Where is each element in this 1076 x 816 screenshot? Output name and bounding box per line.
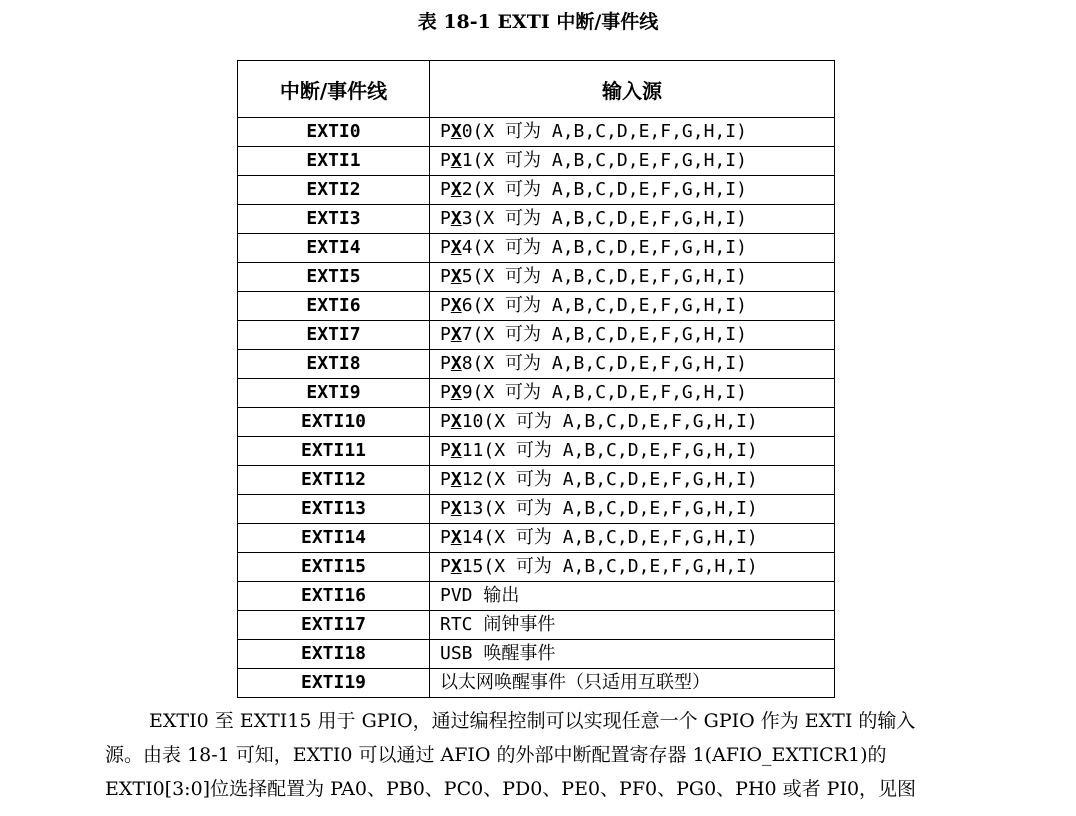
table-row <box>238 118 835 147</box>
port-letter-placeholder: X <box>450 324 462 345</box>
header-line: 中断/事件线 <box>238 61 430 118</box>
table-row <box>238 350 835 379</box>
interrupt-line-cell: EXTI16 <box>238 582 430 611</box>
input-source-cell <box>430 350 835 379</box>
source-prefix: P <box>440 498 451 519</box>
body-paragraph <box>105 704 975 806</box>
table-row <box>238 437 835 466</box>
table-row <box>238 495 835 524</box>
header-source: 输入源 <box>430 61 835 118</box>
source-prefix: P <box>440 382 451 403</box>
source-prefix: 以太网唤醒事件（只适用互联型） <box>440 672 710 693</box>
input-source-cell <box>430 611 835 640</box>
interrupt-line-cell: EXTI13 <box>238 495 430 524</box>
source-suffix: 12(X 可为 A,B,C,D,E,F,G,H,I) <box>461 469 758 490</box>
input-source-cell <box>430 379 835 408</box>
input-source-cell <box>430 495 835 524</box>
source-suffix: 15(X 可为 A,B,C,D,E,F,G,H,I) <box>461 556 758 577</box>
source-prefix: RTC 闹钟事件 <box>440 614 556 635</box>
source-suffix: 4(X 可为 A,B,C,D,E,F,G,H,I) <box>461 237 747 258</box>
input-source-cell <box>430 263 835 292</box>
port-letter-placeholder: X <box>450 411 462 432</box>
paragraph-line: 源。由表 18-1 可知，EXTI0 可以通过 AFIO 的外部中断配置寄存器 1(AFIO_EXTICR1)的 <box>105 744 887 766</box>
input-source-cell <box>430 147 835 176</box>
source-prefix: P <box>440 179 451 200</box>
input-source-cell <box>430 553 835 582</box>
table-caption: 表 18-1 EXTI 中断/事件线 <box>417 11 659 33</box>
port-letter-placeholder: X <box>450 527 462 548</box>
source-suffix: 10(X 可为 A,B,C,D,E,F,G,H,I) <box>461 411 758 432</box>
table-row <box>238 176 835 205</box>
interrupt-line-cell: EXTI12 <box>238 466 430 495</box>
exti-table <box>237 60 835 698</box>
interrupt-line-cell: EXTI18 <box>238 640 430 669</box>
interrupt-line-cell: EXTI2 <box>238 176 430 205</box>
interrupt-line-cell: EXTI0 <box>238 118 430 147</box>
table-row <box>238 379 835 408</box>
input-source-cell <box>430 640 835 669</box>
interrupt-line-cell: EXTI19 <box>238 669 430 698</box>
table-row <box>238 147 835 176</box>
table-row <box>238 669 835 698</box>
table-row <box>238 234 835 263</box>
input-source-cell <box>430 321 835 350</box>
table-row <box>238 205 835 234</box>
source-prefix: P <box>440 469 451 490</box>
input-source-cell <box>430 582 835 611</box>
table-row <box>238 582 835 611</box>
source-prefix: P <box>440 556 451 577</box>
source-suffix: 7(X 可为 A,B,C,D,E,F,G,H,I) <box>461 324 747 345</box>
input-source-cell <box>430 524 835 553</box>
interrupt-line-cell: EXTI5 <box>238 263 430 292</box>
source-prefix: P <box>440 411 451 432</box>
port-letter-placeholder: X <box>450 179 462 200</box>
table-body <box>238 118 835 698</box>
interrupt-line-cell: EXTI14 <box>238 524 430 553</box>
interrupt-line-cell: EXTI6 <box>238 292 430 321</box>
port-letter-placeholder: X <box>450 150 462 171</box>
source-suffix: 3(X 可为 A,B,C,D,E,F,G,H,I) <box>461 208 747 229</box>
table-row <box>238 321 835 350</box>
table-row <box>238 553 835 582</box>
interrupt-line-cell: EXTI8 <box>238 350 430 379</box>
source-prefix: P <box>440 150 451 171</box>
port-letter-placeholder: X <box>450 469 462 490</box>
table-row <box>238 611 835 640</box>
port-letter-placeholder: X <box>450 121 462 142</box>
input-source-cell <box>430 437 835 466</box>
port-letter-placeholder: X <box>450 382 462 403</box>
port-letter-placeholder: X <box>450 295 462 316</box>
interrupt-line-cell: EXTI1 <box>238 147 430 176</box>
source-prefix: P <box>440 121 451 142</box>
paragraph-line: EXTI0[3:0]位选择配置为 PA0、PB0、PC0、PD0、PE0、PF0、PG0、PH0 或者 PI0，见图 <box>105 778 917 800</box>
port-letter-placeholder: X <box>450 498 462 519</box>
table-row <box>238 466 835 495</box>
table-row <box>238 263 835 292</box>
source-prefix: P <box>440 440 451 461</box>
source-suffix: 8(X 可为 A,B,C,D,E,F,G,H,I) <box>461 353 747 374</box>
table-row <box>238 524 835 553</box>
input-source-cell <box>430 205 835 234</box>
source-suffix: 6(X 可为 A,B,C,D,E,F,G,H,I) <box>461 295 747 316</box>
table-header-row <box>238 61 835 118</box>
input-source-cell <box>430 669 835 698</box>
interrupt-line-cell: EXTI9 <box>238 379 430 408</box>
table-row <box>238 408 835 437</box>
port-letter-placeholder: X <box>450 556 462 577</box>
interrupt-line-cell: EXTI4 <box>238 234 430 263</box>
input-source-cell <box>430 292 835 321</box>
input-source-cell <box>430 466 835 495</box>
interrupt-line-cell: EXTI15 <box>238 553 430 582</box>
interrupt-line-cell: EXTI3 <box>238 205 430 234</box>
source-suffix: 1(X 可为 A,B,C,D,E,F,G,H,I) <box>461 150 747 171</box>
source-prefix: P <box>440 237 451 258</box>
source-suffix: 14(X 可为 A,B,C,D,E,F,G,H,I) <box>461 527 758 548</box>
source-suffix: 0(X 可为 A,B,C,D,E,F,G,H,I) <box>461 121 747 142</box>
port-letter-placeholder: X <box>450 208 462 229</box>
interrupt-line-cell: EXTI11 <box>238 437 430 466</box>
port-letter-placeholder: X <box>450 266 462 287</box>
source-prefix: P <box>440 208 451 229</box>
table-row <box>238 292 835 321</box>
source-suffix: 9(X 可为 A,B,C,D,E,F,G,H,I) <box>461 382 747 403</box>
source-prefix: PVD 输出 <box>440 585 520 606</box>
port-letter-placeholder: X <box>450 353 462 374</box>
input-source-cell <box>430 176 835 205</box>
table-row <box>238 640 835 669</box>
source-suffix: 11(X 可为 A,B,C,D,E,F,G,H,I) <box>461 440 758 461</box>
source-suffix: 13(X 可为 A,B,C,D,E,F,G,H,I) <box>461 498 758 519</box>
paragraph-line: EXTI0 至 EXTI15 用于 GPIO，通过编程控制可以实现任意一个 GPIO 作为 EXTI 的输入 <box>149 710 916 732</box>
source-suffix: 2(X 可为 A,B,C,D,E,F,G,H,I) <box>461 179 747 200</box>
interrupt-line-cell: EXTI10 <box>238 408 430 437</box>
input-source-cell <box>430 118 835 147</box>
source-prefix: P <box>440 527 451 548</box>
interrupt-line-cell: EXTI17 <box>238 611 430 640</box>
source-prefix: P <box>440 324 451 345</box>
input-source-cell <box>430 408 835 437</box>
source-prefix: P <box>440 266 451 287</box>
source-suffix: 5(X 可为 A,B,C,D,E,F,G,H,I) <box>461 266 747 287</box>
source-prefix: P <box>440 353 451 374</box>
source-prefix: USB 唤醒事件 <box>440 643 556 664</box>
interrupt-line-cell: EXTI7 <box>238 321 430 350</box>
source-prefix: P <box>440 295 451 316</box>
input-source-cell <box>430 234 835 263</box>
port-letter-placeholder: X <box>450 440 462 461</box>
port-letter-placeholder: X <box>450 237 462 258</box>
